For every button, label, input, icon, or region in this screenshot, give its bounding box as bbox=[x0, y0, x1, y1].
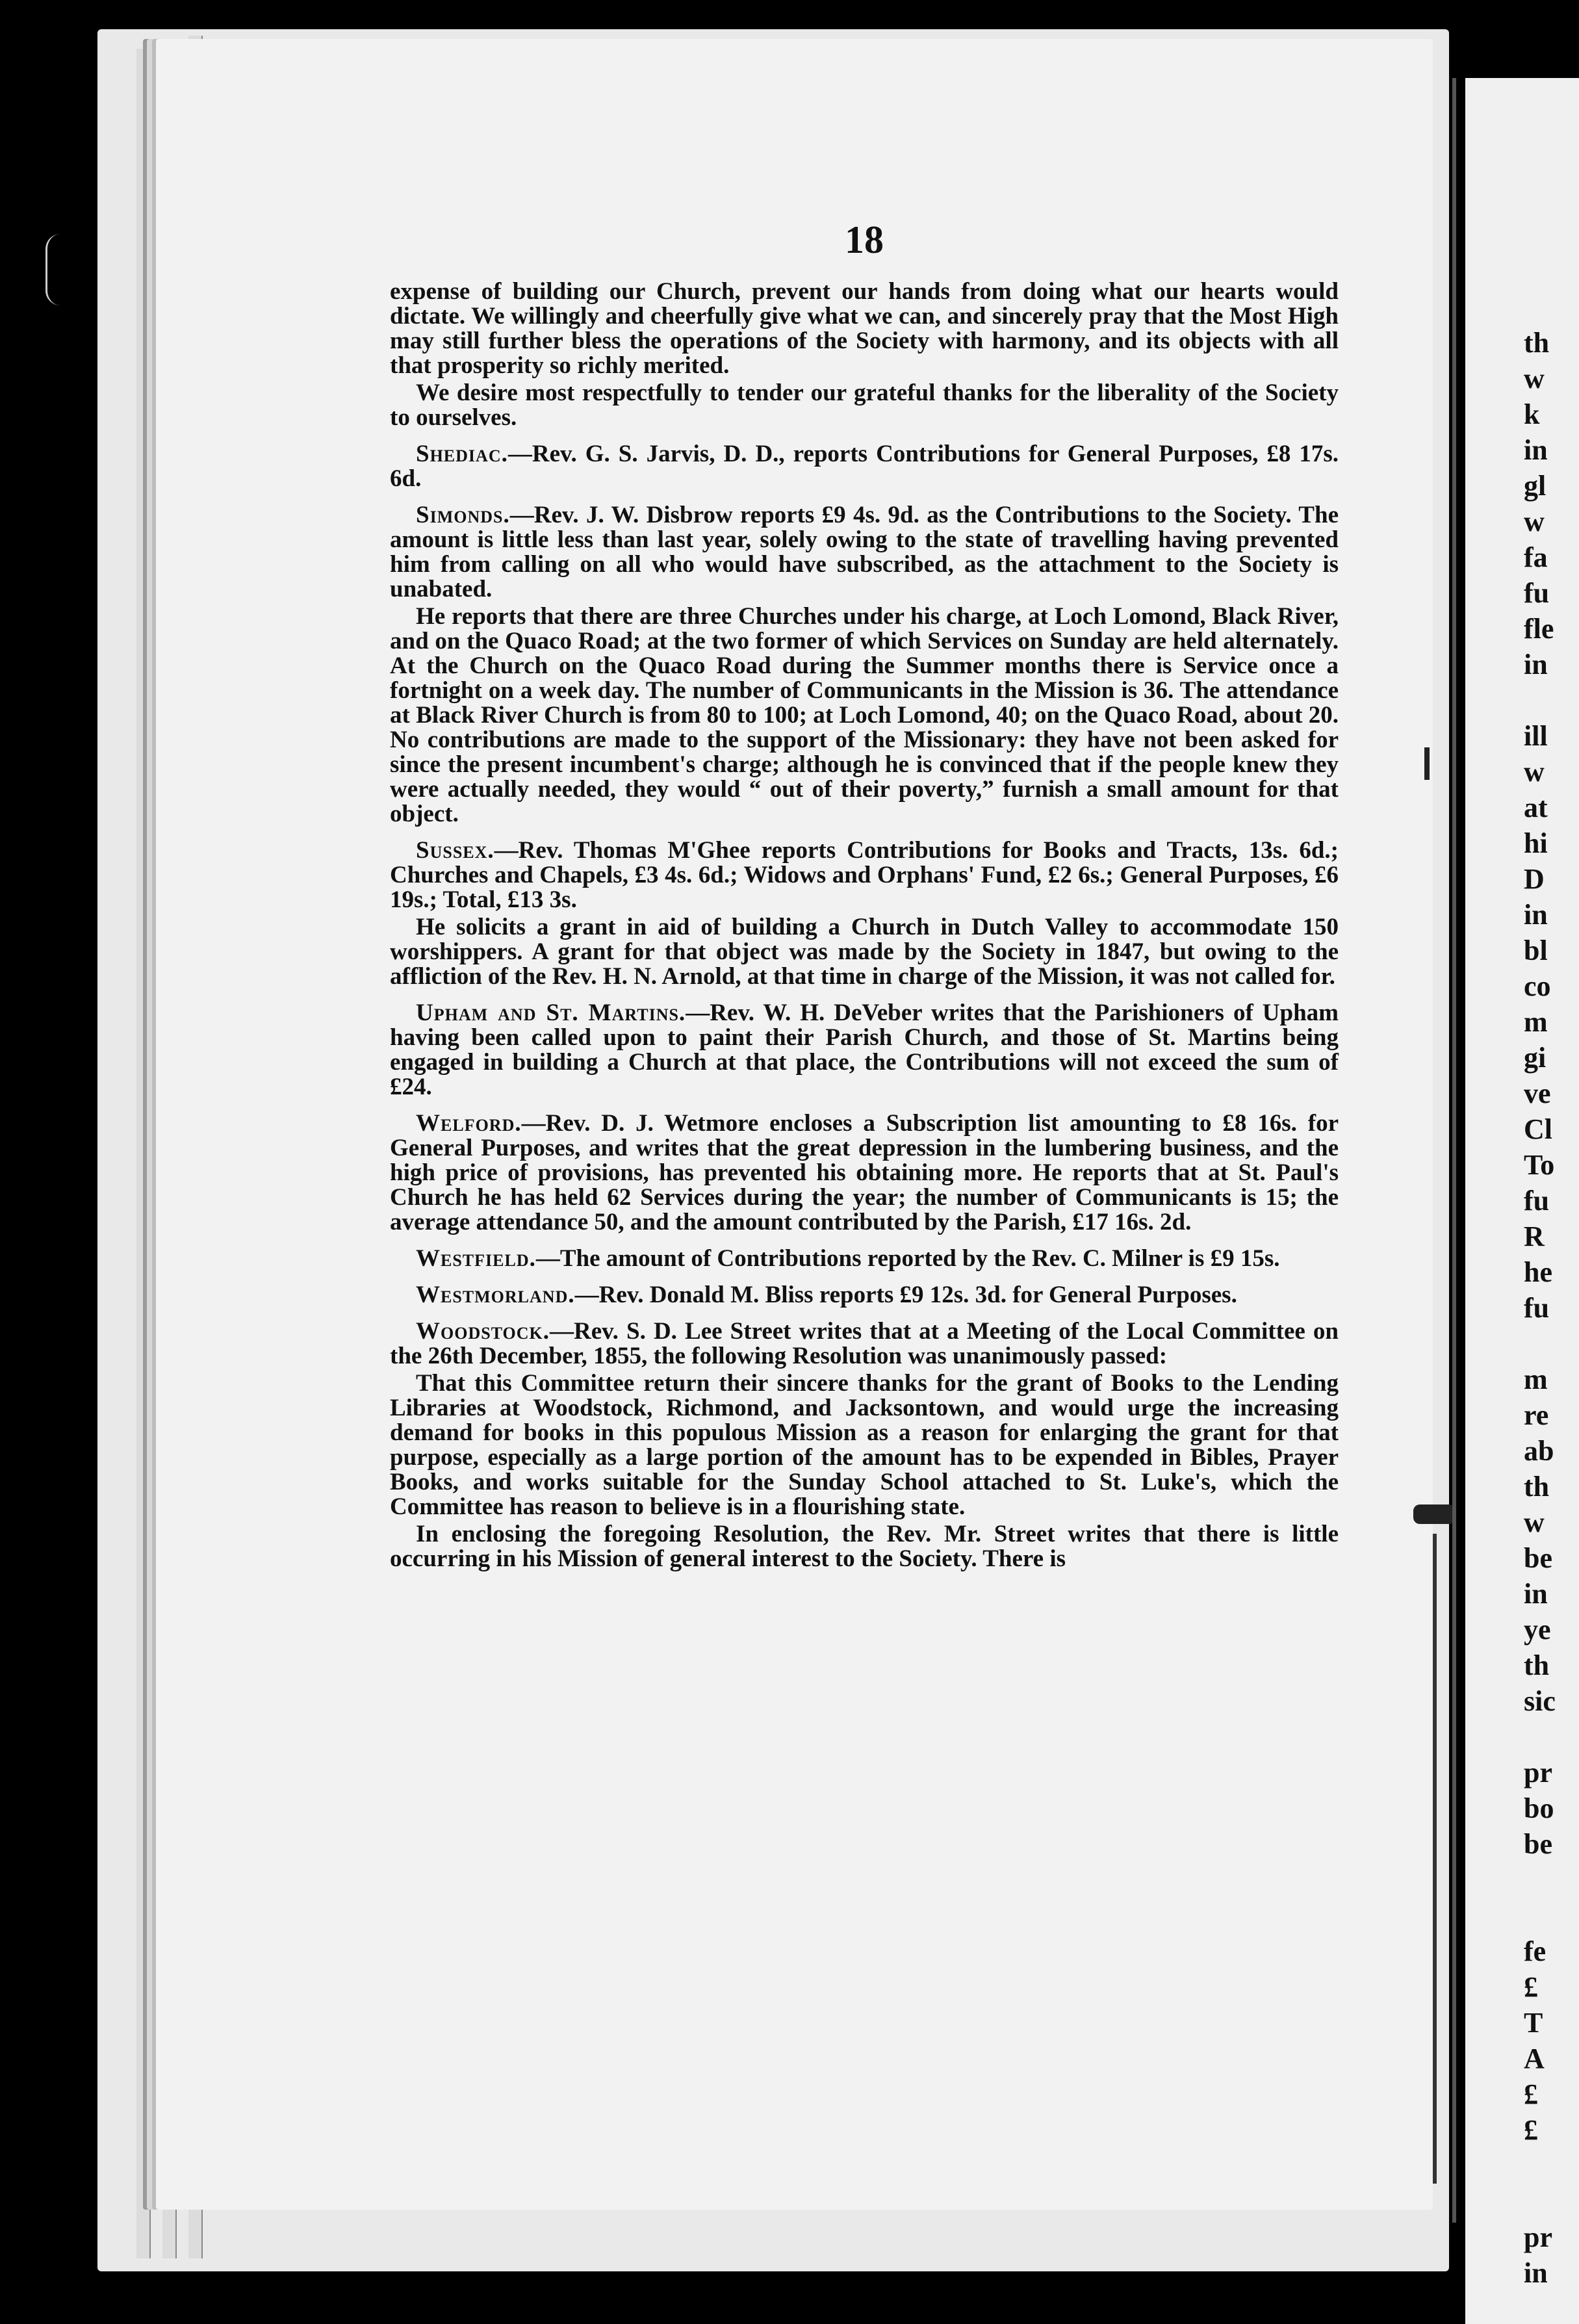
facing-page-fragment: m bbox=[1524, 1363, 1548, 1395]
facing-page-fragment: gi bbox=[1524, 1042, 1547, 1074]
entry-text: —The amount of Contributions reported by the Rev. C. Milner is £9 15s. bbox=[535, 1245, 1280, 1272]
entry-continuation: He reports that there are three Churches under his charge, at Loch Lomond, Black River, and on the Quaco Road; at the two former of which Services on Sunday are held alternately. At the Church on the Quaco Road during the Summer months there is Service once a fortnight on a week day. The number of Communicants in the Mission is 36. The attendance at Black River Church is from 80 to 100; at Loch Lomond, 40; on the Quaco Road, about 20. No contributions are made to the support of the Missionary: they have not been asked for since the present incumbent's charge; although he is convinced that if the people knew they were actually needed, they would “ out of their poverty,” furnish a small amount for that object. bbox=[390, 603, 1339, 827]
facing-page-fragment: £ bbox=[1524, 2078, 1538, 2110]
facing-page-fragment: in bbox=[1524, 434, 1548, 466]
facing-page-fragment: ve bbox=[1524, 1078, 1551, 1109]
facing-page-fragment: T bbox=[1524, 2007, 1543, 2039]
facing-page-fragment: m bbox=[1524, 1006, 1548, 1038]
entry-paragraph bbox=[390, 1319, 1339, 1369]
facing-page-fragment: at bbox=[1524, 792, 1548, 823]
facing-page-fragment: To bbox=[1524, 1149, 1555, 1181]
facing-page-fragment: in bbox=[1524, 899, 1548, 931]
facing-page-fragment: ye bbox=[1524, 1614, 1551, 1646]
facing-page-fragment: th bbox=[1524, 327, 1550, 359]
entry-list bbox=[390, 442, 1339, 1571]
facing-page-fragment: pr bbox=[1524, 1757, 1552, 1788]
facing-page-fragment: £ bbox=[1524, 1971, 1538, 2003]
facing-page-text bbox=[1524, 325, 1579, 2291]
facing-page-fragment: w bbox=[1524, 756, 1545, 788]
entry-text: —Rev. W. H. DeVeber writes that the Parishioners of Upham having been called upon to paint their Parish Church, and those of St. Martins being engaged in building a Church at that place, the Contributions will not exceed the sum of £24. bbox=[390, 1000, 1339, 1100]
facing-page-fragment: k bbox=[1524, 398, 1540, 430]
facing-page-fragment: ab bbox=[1524, 1435, 1554, 1467]
entry-heading: Westmorland. bbox=[416, 1282, 575, 1308]
facing-page-fragment bbox=[1524, 1898, 1579, 1933]
facing-page-fragment: fa bbox=[1524, 541, 1548, 573]
entry-paragraph bbox=[390, 1001, 1339, 1100]
facing-page-fragment: fle bbox=[1524, 613, 1554, 645]
facing-page-fragment: ill bbox=[1524, 720, 1548, 752]
facing-page-fragment: sic bbox=[1524, 1685, 1556, 1717]
facing-page-fragment: re bbox=[1524, 1399, 1549, 1431]
binding-mark bbox=[1424, 747, 1430, 780]
facing-page-fragment: £ bbox=[1524, 2114, 1538, 2146]
page-number: 18 bbox=[845, 218, 884, 261]
facing-page-fragment: Cl bbox=[1524, 1113, 1552, 1145]
entry-paragraph bbox=[390, 838, 1339, 912]
entry-paragraph bbox=[390, 503, 1339, 602]
entry-text: —Rev. Donald M. Bliss reports £9 12s. 3d. for General Purposes. bbox=[574, 1282, 1237, 1308]
facing-page-fragment bbox=[1524, 1719, 1579, 1755]
facing-page-fragment: D bbox=[1524, 863, 1545, 895]
facing-page-fragment: w bbox=[1524, 363, 1545, 394]
entry-heading: Simonds. bbox=[416, 502, 510, 528]
facing-page-fragment: w bbox=[1524, 1506, 1545, 1538]
binding-mark bbox=[1452, 78, 1456, 2223]
entry-paragraph bbox=[390, 1111, 1339, 1235]
facing-page-fragment: be bbox=[1524, 1542, 1552, 1574]
entry-continuation: In enclosing the foregoing Resolution, the Rev. Mr. Street writes that there is little occurring in his Mission of general interest to the Society. There is bbox=[390, 1521, 1339, 1572]
facing-page-fragment: A bbox=[1524, 2043, 1545, 2074]
facing-page-fragment: fu bbox=[1524, 577, 1550, 609]
entry-text: —Rev. S. D. Lee Street writes that at a Meeting of the Local Committee on the 26th December, 1855, the following Resolution was unanimously passed: bbox=[390, 1318, 1339, 1369]
paragraph: We desire most respectfully to tender our grateful thanks for the liberality of the Society to ourselves. bbox=[390, 380, 1339, 431]
facing-page-fragment: in bbox=[1524, 649, 1548, 680]
facing-page-fragment: fu bbox=[1524, 1185, 1550, 1217]
paragraph: expense of building our Church, prevent our hands from doing what our hearts would dictate. We willingly and cheerfully give what we can, and sincerely pray that the Most High may still further bless the operations of the Society with harmony, and its objects with all that prosperity so richly merited. bbox=[390, 278, 1339, 379]
facing-page-fragment: th bbox=[1524, 1471, 1550, 1503]
entry-text: —Rev. G. S. Jarvis, D. D., reports Contributions for General Purposes, £8 17s. 6d. bbox=[390, 441, 1339, 492]
entry-continuation: He solicits a grant in aid of building a Church in Dutch Valley to accommodate 150 worshippers. A grant for that object was made by the Society in 1847, but owing to the affliction of the Rev. H. N. Arnold, at that time in charge of the Mission, it was not called for. bbox=[390, 914, 1339, 990]
entry-continuation: That this Committee return their sincere thanks for the grant of Books to the Lending Libraries at Woodstock, Richmond, and Jacksontown, and would urge the increasing demand for books in this populous Mission as a reason for enlarging the grant for that purpose, especially as a large portion of the amount has to be expended in Bibles, Prayer Books, and works suitable for the Sunday School attached to St. Luke's, which the Committee has reason to believe is in a flourishing state. bbox=[390, 1370, 1339, 1520]
entry-text: —Rev. D. J. Wetmore encloses a Subscription list amounting to £8 16s. for General Purposes, and writes that the great depression in the lumbering business, and the high price of provisions, has prevented his obtaining more. He reports that at St. Paul's Church he has held 62 Services during the year; the number of Communicants is 15; the average attendance 50, and the amount contributed by the Parish, £17 16s. 2d. bbox=[390, 1110, 1339, 1235]
facing-page-fragment: bl bbox=[1524, 935, 1548, 966]
facing-page-fragment: gl bbox=[1524, 470, 1547, 502]
entry-paragraph bbox=[390, 1283, 1339, 1308]
facing-page-fragment bbox=[1524, 2148, 1579, 2184]
facing-page-fragment: hi bbox=[1524, 827, 1548, 859]
entry-heading: Shediac. bbox=[416, 441, 508, 467]
entry-paragraph bbox=[390, 1246, 1339, 1271]
page-body bbox=[390, 279, 1339, 1574]
facing-page-fragment: pr bbox=[1524, 2221, 1552, 2253]
entry-paragraph bbox=[390, 442, 1339, 491]
entry-heading: Upham and St. Martins. bbox=[416, 1000, 686, 1026]
facing-page-fragment bbox=[1524, 2184, 1579, 2219]
facing-page-fragment bbox=[1524, 682, 1579, 718]
entry-text: —Rev. Thomas M'Ghee reports Contributions for Books and Tracts, 13s. 6d.; Churches and Chapels, £3 4s. 6d.; Widows and Orphans' Fund, £2 6s.; General Purposes, £6 19s.; Total, £13 3s. bbox=[390, 837, 1339, 913]
facing-page-fragment: bo bbox=[1524, 1792, 1554, 1824]
page-edge bbox=[136, 49, 151, 2258]
facing-page-fragment bbox=[1524, 1862, 1579, 1898]
facing-page-fragment: co bbox=[1524, 970, 1551, 1002]
facing-page-fragment: w bbox=[1524, 506, 1545, 537]
entry-heading: Welford. bbox=[416, 1110, 522, 1137]
binding-mark bbox=[1413, 1504, 1456, 1524]
entry-heading: Woodstock. bbox=[416, 1318, 550, 1345]
facing-page-fragment bbox=[1524, 1326, 1579, 1362]
facing-page-fragment: in bbox=[1524, 2257, 1548, 2289]
entry-heading: Sussex. bbox=[416, 837, 494, 864]
margin-mark bbox=[45, 234, 60, 305]
entry-heading: Westfield. bbox=[416, 1245, 536, 1272]
entry-text: —Rev. J. W. Disbrow reports £9 4s. 9d. as the Contributions to the Society. The amount is little less than last year, solely owing to the state of travelling having prevented him from calling on all who would have subscribed, as the attachment to the Society is unabated. bbox=[390, 502, 1339, 602]
binding-mark bbox=[1433, 1534, 1437, 2184]
facing-page-fragment: th bbox=[1524, 1649, 1550, 1681]
facing-page-fragment: be bbox=[1524, 1828, 1552, 1860]
facing-page-fragment: R bbox=[1524, 1220, 1545, 1252]
facing-page-fragment: he bbox=[1524, 1256, 1552, 1288]
facing-page-fragment: fu bbox=[1524, 1292, 1550, 1324]
facing-page-fragment: in bbox=[1524, 1578, 1548, 1610]
facing-page-fragment: fe bbox=[1524, 1935, 1547, 1967]
